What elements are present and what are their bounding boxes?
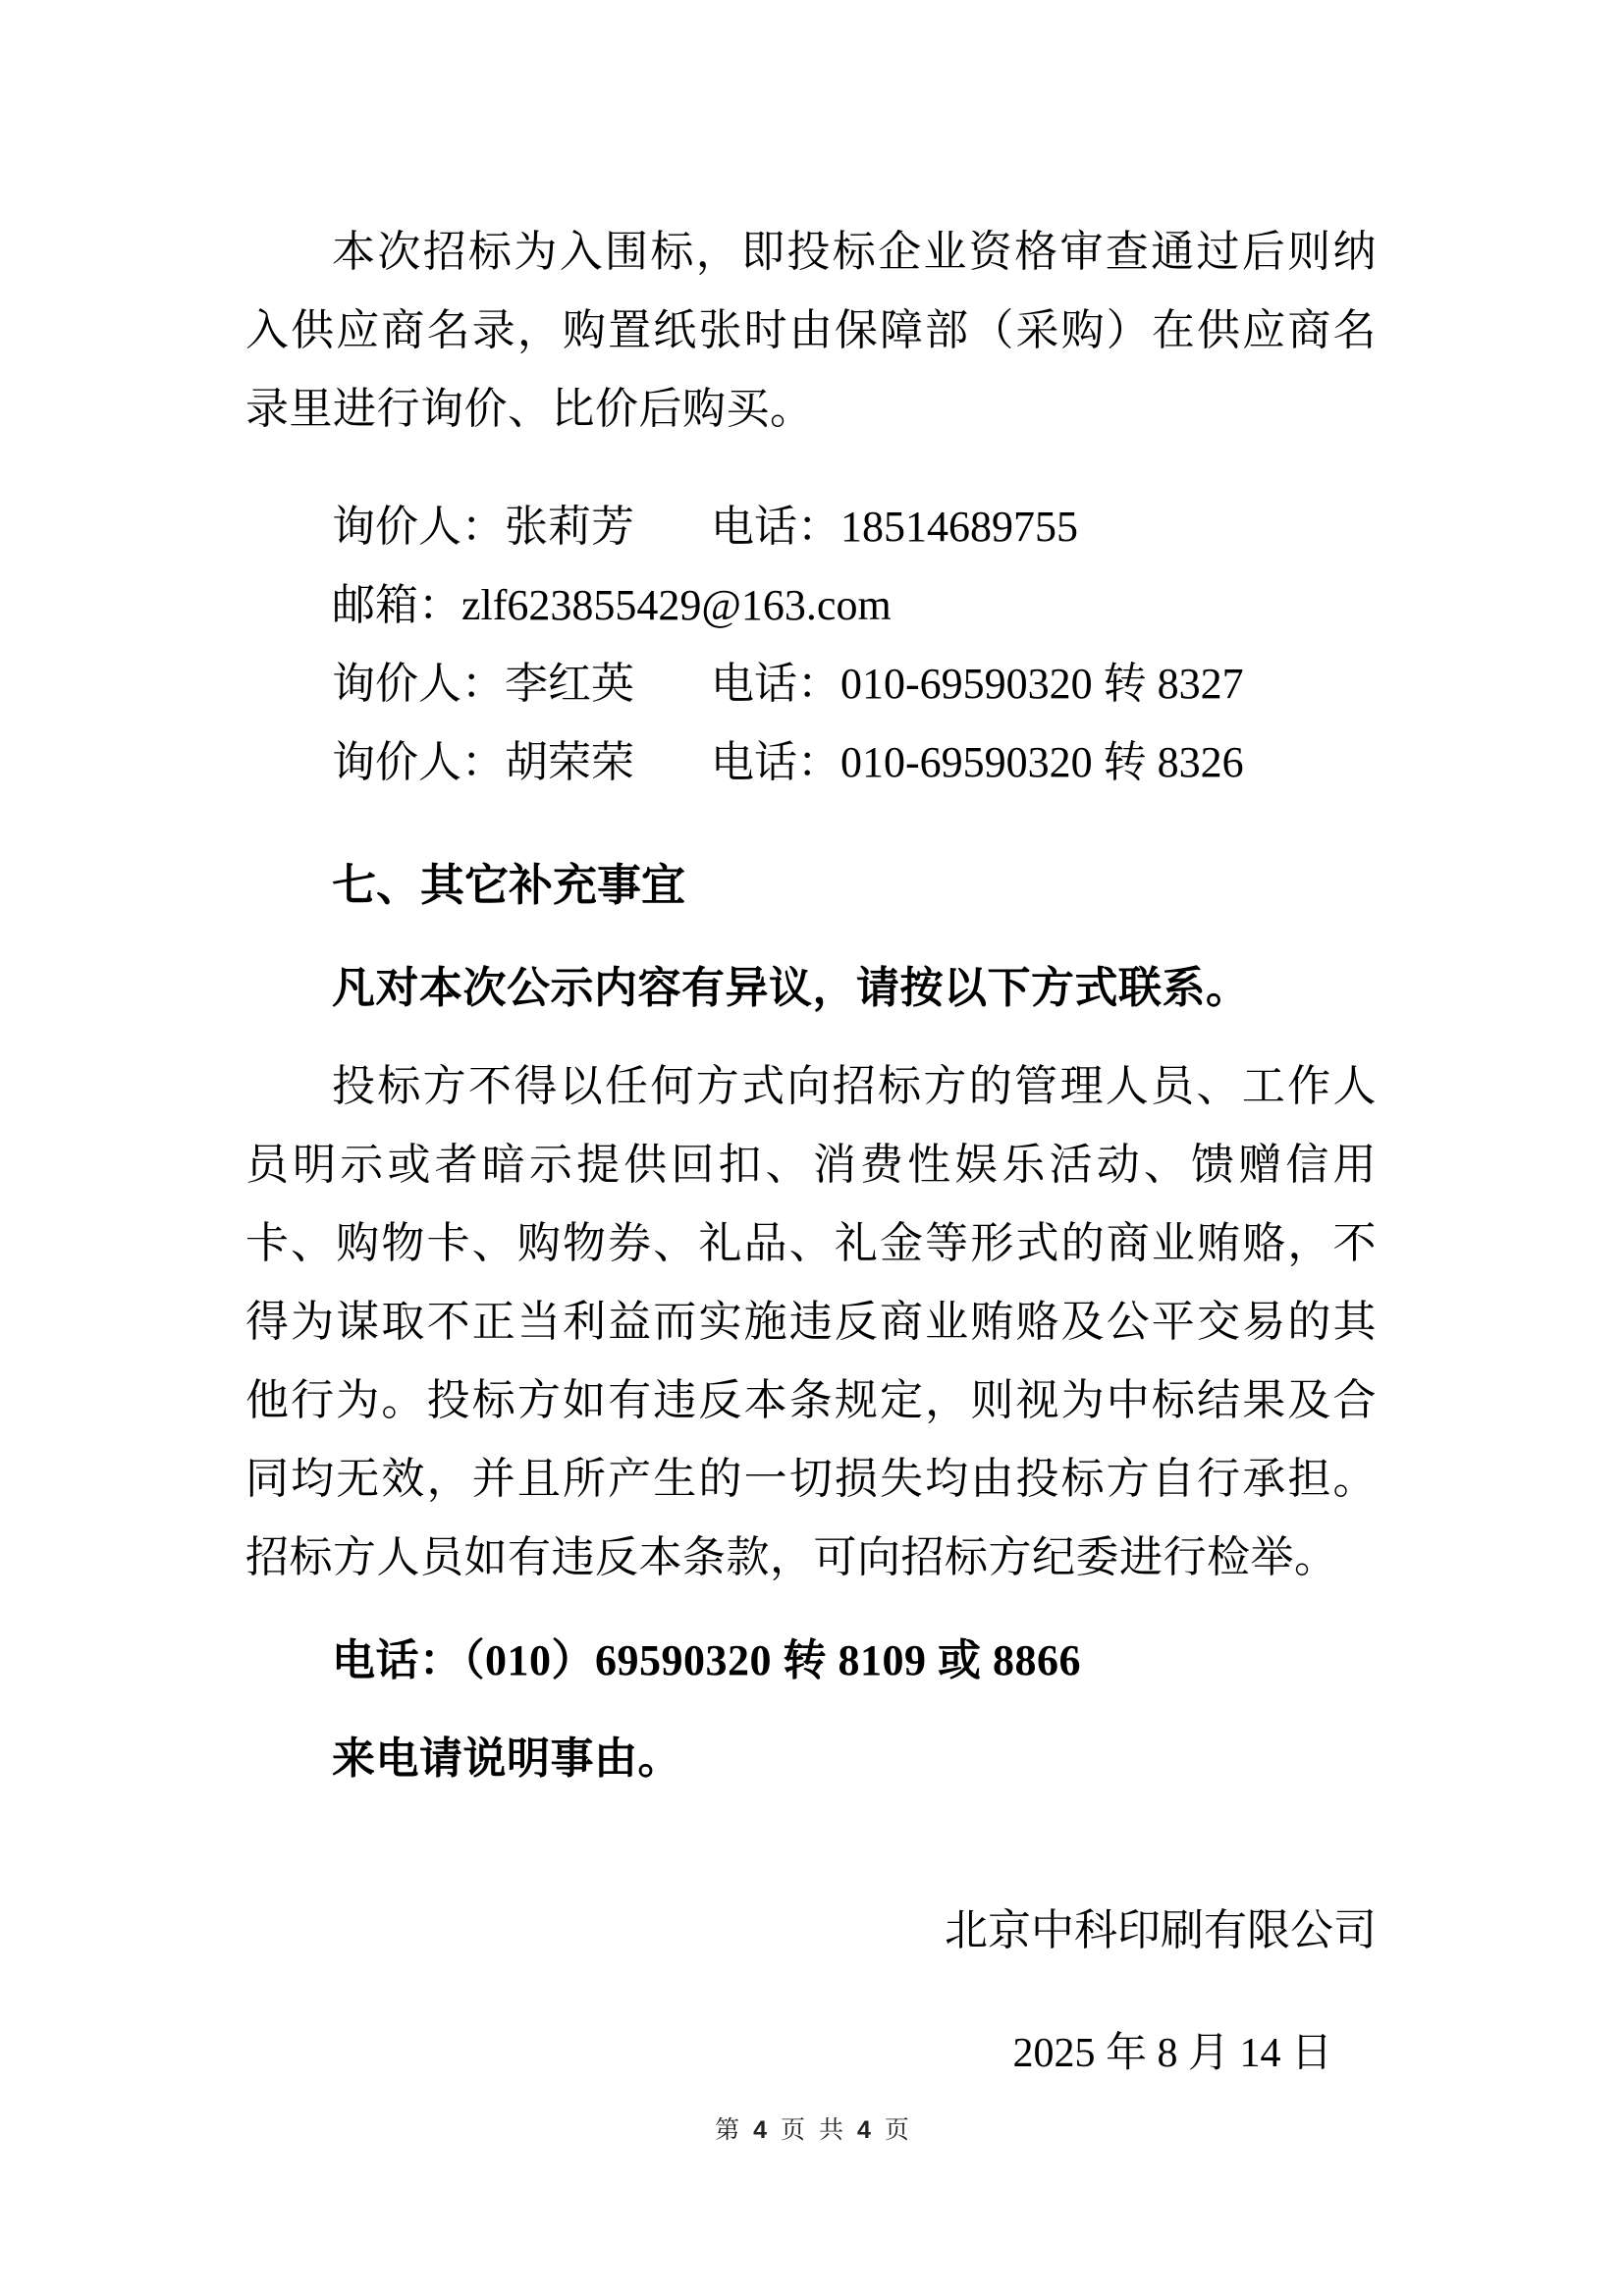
page-content	[245, 0, 1377, 2093]
contact-person-label: 询价人：李红英	[332, 660, 634, 708]
intro-paragraph: 本次招标为入围标，即投标企业资格审查通过后则纳入供应商名录，购置纸张时由保障部（采购）在供应商名录里进行询价、比价后购买。	[245, 228, 1377, 433]
objection-contact-note: 凡对本次公示内容有异议，请按以下方式联系。	[332, 964, 1250, 1012]
contact-line-zhanglifang	[245, 488, 1377, 566]
page-footer	[0, 2115, 1624, 2146]
contact-email: 邮箱：zlf623855429@163.com	[332, 581, 892, 629]
contact-person-label: 询价人：胡荣荣	[332, 738, 634, 786]
footer-text: 页	[780, 2117, 805, 2144]
footer-text: 第	[715, 2117, 740, 2144]
contact-line-hurongrong	[245, 723, 1377, 802]
section-heading-supplementary: 七、其它补充事宜	[332, 861, 686, 910]
contact-phone: 电话：010-69590320 转 8327	[711, 660, 1244, 708]
contact-phone: 电话：010-69590320 转 8326	[711, 738, 1244, 786]
anti-bribery-paragraph: 投标方不得以任何方式向招标方的管理人员、工作人员明示或者暗示提供回扣、消费性娱乐活动、馈赠信用卡、购物卡、购物券、礼品、礼金等形式的商业贿赂，不得为谋取不正当利益而实施违反商业贿赂及公平交易的其他行为。投标方如有违反本条规定，则视为中标结果及合同均无效，并且所产生的一切损失均由投标方自行承担。招标方人员如有违反本条款，可向招标方纪委进行检举。	[245, 1062, 1377, 1581]
footer-text: 页	[884, 2117, 909, 2144]
contact-line-lihongying	[245, 645, 1377, 723]
signature-date: 2025 年 8 月 14 日	[1012, 2031, 1332, 2076]
contact-list	[245, 488, 1377, 802]
footer-text: 共	[819, 2117, 844, 2144]
contact-phone: 电话：18514689755	[711, 503, 1078, 551]
signature-company-name: 北京中科印刷有限公司	[945, 1906, 1377, 1954]
report-phone-line: 电话：（010）69590320 转 8109 或 8866	[332, 1636, 1081, 1684]
contact-line-email	[245, 566, 1377, 645]
footer-current-page-number: 4	[753, 2116, 767, 2144]
footer-total-page-number: 4	[857, 2116, 871, 2144]
call-reason-note: 来电请说明事由。	[332, 1735, 681, 1783]
contact-person-label: 询价人：张莉芳	[332, 503, 634, 551]
